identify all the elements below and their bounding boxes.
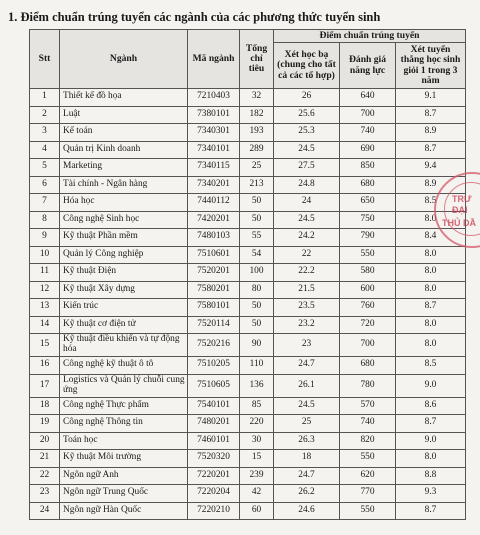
cell-stt: 10	[30, 246, 60, 264]
cell-danh-gia: 780	[340, 374, 396, 397]
header-nganh: Ngành	[60, 30, 188, 89]
cell-nganh: Hóa học	[60, 194, 188, 212]
table-body	[30, 89, 466, 520]
cell-hoc-ba: 18	[274, 450, 340, 468]
cell-danh-gia: 760	[340, 299, 396, 317]
cell-ma-nganh: 7210403	[188, 89, 240, 107]
cell-chi-tieu: 60	[240, 502, 274, 520]
cell-hoc-ba: 22.2	[274, 264, 340, 282]
cell-chi-tieu: 136	[240, 374, 274, 397]
table-row	[30, 281, 466, 299]
stamp-text: ĐẠI	[452, 205, 468, 215]
cell-danh-gia: 740	[340, 124, 396, 142]
cell-xet-tuyen-thang: 8.7	[396, 299, 466, 317]
cell-stt: 1	[30, 89, 60, 107]
table-row	[30, 450, 466, 468]
table-row	[30, 485, 466, 503]
cell-nganh: Ngôn ngữ Anh	[60, 467, 188, 485]
cell-hoc-ba: 23.2	[274, 316, 340, 334]
cell-nganh: Công nghệ Sinh học	[60, 211, 188, 229]
cell-nganh: Thiết kế đồ họa	[60, 89, 188, 107]
cell-ma-nganh: 7340115	[188, 159, 240, 177]
cell-hoc-ba: 24.6	[274, 502, 340, 520]
cell-ma-nganh: 7420201	[188, 211, 240, 229]
cell-ma-nganh: 7220210	[188, 502, 240, 520]
cell-nganh: Công nghệ Thực phẩm	[60, 397, 188, 415]
table-row	[30, 124, 466, 142]
cell-nganh: Quản lý Công nghiệp	[60, 246, 188, 264]
cell-nganh: Kỹ thuật Xây dựng	[60, 281, 188, 299]
cell-hoc-ba: 24.5	[274, 397, 340, 415]
cell-nganh: Tài chính - Ngân hàng	[60, 176, 188, 194]
cell-chi-tieu: 50	[240, 316, 274, 334]
cell-danh-gia: 620	[340, 467, 396, 485]
cell-hoc-ba: 21.5	[274, 281, 340, 299]
cell-hoc-ba: 24.8	[274, 176, 340, 194]
admission-score-table	[29, 29, 466, 520]
cell-nganh: Kỹ thuật Phần mềm	[60, 229, 188, 247]
cell-xet-tuyen-thang: 8.7	[396, 141, 466, 159]
cell-xet-tuyen-thang: 8.4	[396, 229, 466, 247]
cell-ma-nganh: 7580201	[188, 281, 240, 299]
cell-ma-nganh: 7510605	[188, 374, 240, 397]
header-xet-hoc-ba: Xét học bạ (chung cho tất cả các tổ hợp)	[274, 43, 340, 89]
cell-nganh: Kế toán	[60, 124, 188, 142]
stamp-text: THỦ DẦ	[442, 218, 476, 228]
cell-hoc-ba: 27.5	[274, 159, 340, 177]
cell-stt: 6	[30, 176, 60, 194]
cell-stt: 12	[30, 281, 60, 299]
cell-xet-tuyen-thang: 9.1	[396, 89, 466, 107]
cell-nganh: Kiến trúc	[60, 299, 188, 317]
cell-chi-tieu: 90	[240, 334, 274, 357]
cell-chi-tieu: 220	[240, 415, 274, 433]
cell-danh-gia: 770	[340, 485, 396, 503]
cell-hoc-ba: 25.3	[274, 124, 340, 142]
cell-chi-tieu: 239	[240, 467, 274, 485]
cell-xet-tuyen-thang: 9.3	[396, 485, 466, 503]
cell-danh-gia: 570	[340, 397, 396, 415]
cell-xet-tuyen-thang: 8.9	[396, 176, 466, 194]
cell-hoc-ba: 24.5	[274, 211, 340, 229]
cell-stt: 7	[30, 194, 60, 212]
cell-chi-tieu: 110	[240, 357, 274, 375]
cell-stt: 5	[30, 159, 60, 177]
header-xet-tuyen-thang: Xét tuyển thẳng học sinh giỏi 1 trong 3 năm	[396, 43, 466, 89]
table-row	[30, 397, 466, 415]
cell-chi-tieu: 54	[240, 246, 274, 264]
cell-xet-tuyen-thang: 9.0	[396, 432, 466, 450]
cell-hoc-ba: 26	[274, 89, 340, 107]
table-row	[30, 89, 466, 107]
header-ma-nganh: Mã ngành	[188, 30, 240, 89]
table-row	[30, 467, 466, 485]
cell-danh-gia: 550	[340, 450, 396, 468]
cell-nganh: Ngôn ngữ Trung Quốc	[60, 485, 188, 503]
table-row	[30, 141, 466, 159]
cell-xet-tuyen-thang: 8.8	[396, 467, 466, 485]
cell-danh-gia: 720	[340, 316, 396, 334]
cell-xet-tuyen-thang: 8.5	[396, 194, 466, 212]
cell-nganh: Công nghệ Thông tin	[60, 415, 188, 433]
cell-xet-tuyen-thang: 8.0	[396, 281, 466, 299]
cell-danh-gia: 550	[340, 502, 396, 520]
cell-xet-tuyen-thang: 8.0	[396, 264, 466, 282]
header-danh-gia-nang-luc: Đánh giá năng lực	[340, 43, 396, 89]
cell-nganh: Quản trị Kinh doanh	[60, 141, 188, 159]
table-row	[30, 334, 466, 357]
cell-nganh: Logistics và Quản lý chuỗi cung ứng	[60, 374, 188, 397]
cell-ma-nganh: 7220201	[188, 467, 240, 485]
cell-xet-tuyen-thang: 9.4	[396, 159, 466, 177]
table-row	[30, 176, 466, 194]
cell-ma-nganh: 7480103	[188, 229, 240, 247]
cell-xet-tuyen-thang: 8.0	[396, 246, 466, 264]
cell-hoc-ba: 26.3	[274, 432, 340, 450]
cell-xet-tuyen-thang: 8.7	[396, 502, 466, 520]
cell-chi-tieu: 182	[240, 106, 274, 124]
cell-ma-nganh: 7480201	[188, 415, 240, 433]
cell-danh-gia: 550	[340, 246, 396, 264]
cell-chi-tieu: 42	[240, 485, 274, 503]
table-row	[30, 502, 466, 520]
cell-danh-gia: 580	[340, 264, 396, 282]
cell-ma-nganh: 7460101	[188, 432, 240, 450]
cell-stt: 18	[30, 397, 60, 415]
cell-chi-tieu: 50	[240, 211, 274, 229]
cell-nganh: Kỹ thuật điều khiển và tự động hóa	[60, 334, 188, 357]
cell-danh-gia: 820	[340, 432, 396, 450]
cell-xet-tuyen-thang: 8.7	[396, 415, 466, 433]
cell-ma-nganh: 7340301	[188, 124, 240, 142]
cell-chi-tieu: 50	[240, 299, 274, 317]
cell-hoc-ba: 25	[274, 415, 340, 433]
cell-nganh: Kỹ thuật cơ điện tử	[60, 316, 188, 334]
cell-stt: 17	[30, 374, 60, 397]
stamp-text: TRƯ	[452, 194, 472, 204]
cell-chi-tieu: 25	[240, 159, 274, 177]
section-heading: 1. Điểm chuẩn trúng tuyển các ngành của các phương thức tuyển sinh	[8, 10, 381, 24]
cell-stt: 24	[30, 502, 60, 520]
cell-danh-gia: 740	[340, 415, 396, 433]
cell-danh-gia: 640	[340, 89, 396, 107]
cell-stt: 22	[30, 467, 60, 485]
table-row	[30, 299, 466, 317]
cell-xet-tuyen-thang: 8.9	[396, 124, 466, 142]
cell-stt: 11	[30, 264, 60, 282]
cell-stt: 16	[30, 357, 60, 375]
table-row	[30, 316, 466, 334]
cell-stt: 3	[30, 124, 60, 142]
table-row	[30, 415, 466, 433]
cell-chi-tieu: 80	[240, 281, 274, 299]
table-row	[30, 374, 466, 397]
cell-danh-gia: 790	[340, 229, 396, 247]
cell-chi-tieu: 193	[240, 124, 274, 142]
cell-xet-tuyen-thang: 8.0	[396, 211, 466, 229]
cell-stt: 23	[30, 485, 60, 503]
cell-hoc-ba: 23.5	[274, 299, 340, 317]
cell-ma-nganh: 7520201	[188, 264, 240, 282]
cell-hoc-ba: 24.7	[274, 357, 340, 375]
cell-danh-gia: 700	[340, 106, 396, 124]
cell-stt: 13	[30, 299, 60, 317]
cell-xet-tuyen-thang: 8.0	[396, 316, 466, 334]
table-row	[30, 246, 466, 264]
cell-hoc-ba: 24.5	[274, 141, 340, 159]
cell-danh-gia: 680	[340, 176, 396, 194]
cell-chi-tieu: 50	[240, 194, 274, 212]
cell-ma-nganh: 7580101	[188, 299, 240, 317]
cell-chi-tieu: 100	[240, 264, 274, 282]
cell-stt: 21	[30, 450, 60, 468]
cell-nganh: Luật	[60, 106, 188, 124]
cell-nganh: Kỹ thuật Môi trường	[60, 450, 188, 468]
cell-danh-gia: 690	[340, 141, 396, 159]
cell-chi-tieu: 55	[240, 229, 274, 247]
cell-nganh: Công nghệ kỹ thuật ô tô	[60, 357, 188, 375]
cell-xet-tuyen-thang: 8.0	[396, 450, 466, 468]
cell-hoc-ba: 24.7	[274, 467, 340, 485]
cell-hoc-ba: 22	[274, 246, 340, 264]
cell-hoc-ba: 24.2	[274, 229, 340, 247]
cell-nganh: Toán học	[60, 432, 188, 450]
cell-chi-tieu: 213	[240, 176, 274, 194]
cell-danh-gia: 680	[340, 357, 396, 375]
cell-ma-nganh: 7380101	[188, 106, 240, 124]
cell-ma-nganh: 7520320	[188, 450, 240, 468]
cell-stt: 14	[30, 316, 60, 334]
table-row	[30, 229, 466, 247]
cell-ma-nganh: 7520114	[188, 316, 240, 334]
cell-danh-gia: 850	[340, 159, 396, 177]
cell-chi-tieu: 30	[240, 432, 274, 450]
cell-danh-gia: 600	[340, 281, 396, 299]
cell-hoc-ba: 24	[274, 194, 340, 212]
table-row	[30, 159, 466, 177]
cell-stt: 15	[30, 334, 60, 357]
cell-ma-nganh: 7510601	[188, 246, 240, 264]
cell-xet-tuyen-thang: 8.6	[396, 397, 466, 415]
cell-nganh: Ngôn ngữ Hàn Quốc	[60, 502, 188, 520]
cell-xet-tuyen-thang: 8.5	[396, 357, 466, 375]
cell-hoc-ba: 26.1	[274, 374, 340, 397]
table-row	[30, 194, 466, 212]
cell-ma-nganh: 7220204	[188, 485, 240, 503]
cell-chi-tieu: 15	[240, 450, 274, 468]
cell-hoc-ba: 26.2	[274, 485, 340, 503]
table-row	[30, 264, 466, 282]
header-tong-chi-tieu: Tổng chỉ tiêu	[240, 30, 274, 89]
table-row	[30, 432, 466, 450]
cell-chi-tieu: 85	[240, 397, 274, 415]
cell-xet-tuyen-thang: 9.0	[396, 374, 466, 397]
cell-stt: 8	[30, 211, 60, 229]
cell-hoc-ba: 23	[274, 334, 340, 357]
header-stt: Stt	[30, 30, 60, 89]
cell-chi-tieu: 289	[240, 141, 274, 159]
cell-xet-tuyen-thang: 8.7	[396, 106, 466, 124]
table-row	[30, 106, 466, 124]
cell-danh-gia: 700	[340, 334, 396, 357]
cell-ma-nganh: 7440112	[188, 194, 240, 212]
cell-xet-tuyen-thang: 8.0	[396, 334, 466, 357]
header-diem-chuan-group: Điểm chuẩn trúng tuyển	[274, 30, 466, 43]
table-row	[30, 211, 466, 229]
cell-nganh: Kỹ thuật Điện	[60, 264, 188, 282]
cell-ma-nganh: 7340201	[188, 176, 240, 194]
cell-ma-nganh: 7540101	[188, 397, 240, 415]
cell-hoc-ba: 25.6	[274, 106, 340, 124]
cell-danh-gia: 750	[340, 211, 396, 229]
cell-ma-nganh: 7510205	[188, 357, 240, 375]
cell-ma-nganh: 7340101	[188, 141, 240, 159]
cell-stt: 4	[30, 141, 60, 159]
cell-stt: 20	[30, 432, 60, 450]
cell-stt: 19	[30, 415, 60, 433]
cell-stt: 9	[30, 229, 60, 247]
cell-nganh: Marketing	[60, 159, 188, 177]
table-row	[30, 357, 466, 375]
cell-chi-tieu: 32	[240, 89, 274, 107]
cell-ma-nganh: 7520216	[188, 334, 240, 357]
cell-danh-gia: 650	[340, 194, 396, 212]
cell-stt: 2	[30, 106, 60, 124]
